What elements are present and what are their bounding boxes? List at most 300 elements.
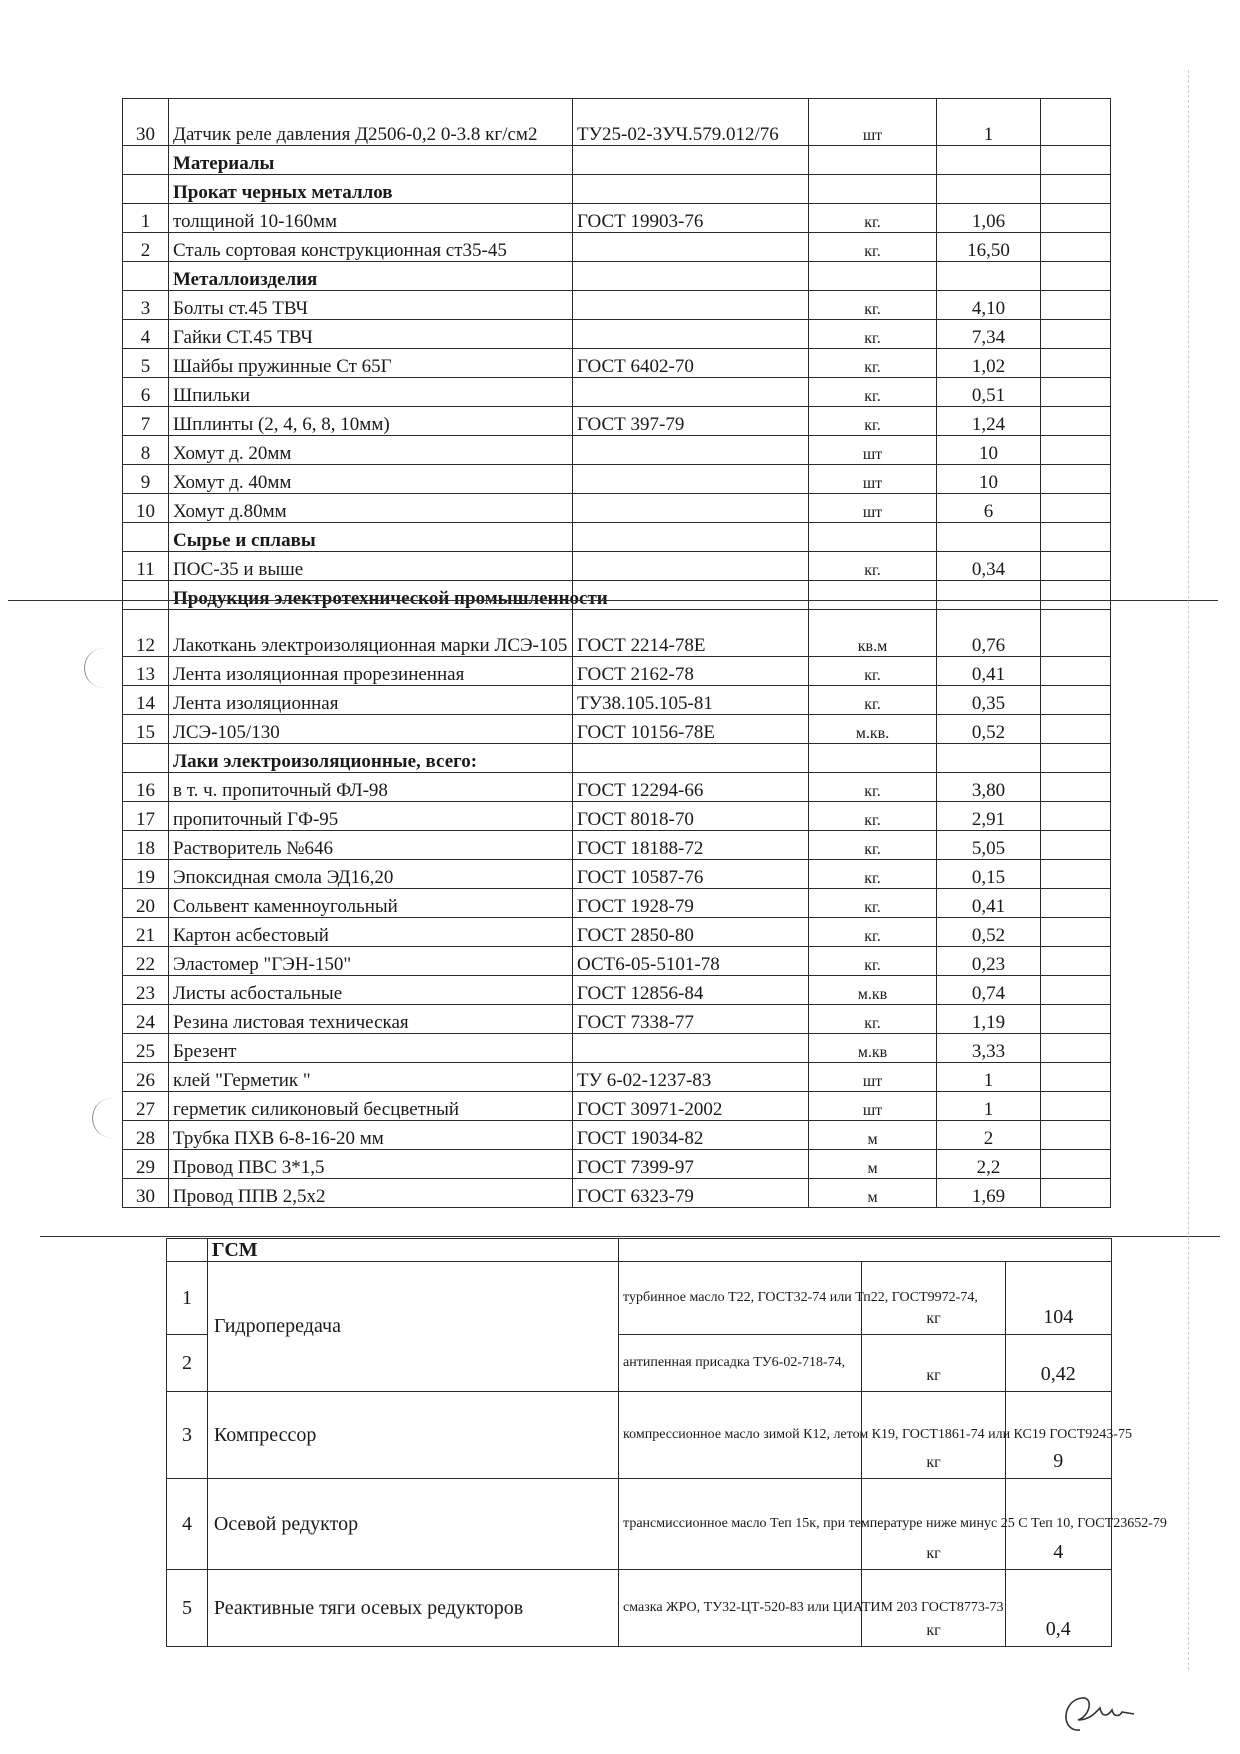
row-number: 29 bbox=[123, 1150, 169, 1179]
materials-table-body bbox=[123, 99, 1111, 1208]
binder-hole-icon bbox=[92, 1098, 121, 1138]
item-unit: кг. bbox=[809, 291, 937, 320]
table-row bbox=[123, 947, 1111, 976]
item-name: ЛСЭ-105/130 bbox=[169, 715, 573, 744]
item-qty: 10 bbox=[937, 465, 1041, 494]
table-row bbox=[167, 1392, 1112, 1479]
table-row bbox=[123, 686, 1111, 715]
table-row bbox=[123, 1005, 1111, 1034]
row-number: 3 bbox=[123, 291, 169, 320]
item-unit: кг. bbox=[809, 773, 937, 802]
item-name: ПОС-35 и выше bbox=[169, 552, 573, 581]
item-unit: м bbox=[809, 1150, 937, 1179]
item-qty bbox=[937, 523, 1041, 552]
item-qty: 0,42 bbox=[1005, 1335, 1111, 1392]
section-header-row bbox=[123, 175, 1111, 204]
row-number: 27 bbox=[123, 1092, 169, 1121]
item-qty: 4,10 bbox=[937, 291, 1041, 320]
empty-cell bbox=[1041, 1034, 1111, 1063]
table-row bbox=[123, 204, 1111, 233]
item-standard bbox=[573, 436, 809, 465]
item-unit: шт bbox=[809, 99, 937, 146]
item-qty: 1,19 bbox=[937, 1005, 1041, 1034]
empty-cell bbox=[1041, 947, 1111, 976]
item-name: Эпоксидная смола ЭД16,20 bbox=[169, 860, 573, 889]
table-row bbox=[123, 1150, 1111, 1179]
item-name: Осевой редуктор bbox=[207, 1479, 618, 1570]
row-number bbox=[123, 262, 169, 291]
table-row bbox=[123, 349, 1111, 378]
item-qty bbox=[937, 262, 1041, 291]
item-unit: кг. bbox=[809, 947, 937, 976]
item-unit: кг bbox=[862, 1479, 1005, 1570]
table-row bbox=[167, 1262, 1112, 1335]
item-standard bbox=[573, 523, 809, 552]
item-name: пропиточный ГФ-95 bbox=[169, 802, 573, 831]
item-qty: 0,23 bbox=[937, 947, 1041, 976]
item-unit: шт bbox=[809, 1063, 937, 1092]
item-standard: ТУ38.105.105-81 bbox=[573, 686, 809, 715]
empty-cell bbox=[1041, 320, 1111, 349]
item-unit: кг. bbox=[809, 831, 937, 860]
item-unit: м.кв bbox=[809, 976, 937, 1005]
section-header-row bbox=[123, 744, 1111, 773]
item-qty bbox=[937, 581, 1041, 610]
empty-cell bbox=[1041, 1150, 1111, 1179]
item-qty: 3,80 bbox=[937, 773, 1041, 802]
table-row bbox=[123, 773, 1111, 802]
item-standard: ГОСТ 2214-78Е bbox=[573, 610, 809, 657]
empty-cell bbox=[1041, 1063, 1111, 1092]
item-unit: кг. bbox=[809, 657, 937, 686]
item-unit: м bbox=[809, 1179, 937, 1208]
row-number: 6 bbox=[123, 378, 169, 407]
item-qty: 9 bbox=[1005, 1392, 1111, 1479]
row-number: 23 bbox=[123, 976, 169, 1005]
signature-icon bbox=[1050, 1690, 1160, 1740]
item-unit: кг. bbox=[809, 349, 937, 378]
item-unit: кг. bbox=[809, 918, 937, 947]
table-row bbox=[123, 378, 1111, 407]
empty-cell bbox=[1041, 175, 1111, 204]
item-standard bbox=[573, 291, 809, 320]
item-qty: 0,34 bbox=[937, 552, 1041, 581]
empty-cell bbox=[1041, 436, 1111, 465]
table-row bbox=[167, 1570, 1112, 1647]
item-qty: 16,50 bbox=[937, 233, 1041, 262]
item-qty: 0,4 bbox=[1005, 1570, 1111, 1647]
empty-cell bbox=[1041, 349, 1111, 378]
table-row bbox=[123, 918, 1111, 947]
item-name: Трубка ПХВ 6-8-16-20 мм bbox=[169, 1121, 573, 1150]
item-standard: ГОСТ 19034-82 bbox=[573, 1121, 809, 1150]
item-name: Датчик реле давления Д2506-0,2 0-3.8 кг/см2 bbox=[169, 99, 573, 146]
item-standard: ГОСТ 18188-72 bbox=[573, 831, 809, 860]
row-number: 9 bbox=[123, 465, 169, 494]
item-unit: м.кв. bbox=[809, 715, 937, 744]
item-name: Лента изоляционная прорезиненная bbox=[169, 657, 573, 686]
item-standard: ГОСТ 2850-80 bbox=[573, 918, 809, 947]
item-qty: 0,76 bbox=[937, 610, 1041, 657]
table-row bbox=[123, 320, 1111, 349]
table-row bbox=[123, 99, 1111, 146]
scan-edge-line bbox=[1188, 70, 1189, 1670]
row-number bbox=[123, 744, 169, 773]
item-standard: ГОСТ 10156-78Е bbox=[573, 715, 809, 744]
item-standard: ОСТ6-05-5101-78 bbox=[573, 947, 809, 976]
item-unit: кг bbox=[862, 1262, 1005, 1335]
item-standard: ТУ25-02-3УЧ.579.012/76 bbox=[573, 99, 809, 146]
empty-cell bbox=[1041, 99, 1111, 146]
row-number bbox=[123, 581, 169, 610]
row-number: 7 bbox=[123, 407, 169, 436]
item-unit: кг. bbox=[809, 860, 937, 889]
table-row bbox=[123, 1092, 1111, 1121]
item-standard: ГОСТ 30971-2002 bbox=[573, 1092, 809, 1121]
empty-cell bbox=[1041, 233, 1111, 262]
row-number: 1 bbox=[167, 1262, 208, 1335]
page-cut-line bbox=[8, 600, 1218, 601]
item-name: толщиной 10-160мм bbox=[169, 204, 573, 233]
item-standard bbox=[573, 146, 809, 175]
item-name: клей "Герметик " bbox=[169, 1063, 573, 1092]
table-row bbox=[123, 831, 1111, 860]
section-header-row bbox=[123, 262, 1111, 291]
item-name: Хомут д.80мм bbox=[169, 494, 573, 523]
item-unit: кг. bbox=[809, 802, 937, 831]
empty-cell bbox=[1041, 889, 1111, 918]
item-qty: 0,41 bbox=[937, 889, 1041, 918]
row-number bbox=[123, 523, 169, 552]
item-unit bbox=[809, 523, 937, 552]
item-unit: шт bbox=[809, 494, 937, 523]
item-qty: 2,91 bbox=[937, 802, 1041, 831]
table-row bbox=[123, 233, 1111, 262]
item-standard bbox=[573, 1034, 809, 1063]
item-name: Болты ст.45 ТВЧ bbox=[169, 291, 573, 320]
item-standard: ГОСТ 1928-79 bbox=[573, 889, 809, 918]
item-standard bbox=[573, 494, 809, 523]
item-standard: ГОСТ 12856-84 bbox=[573, 976, 809, 1005]
empty-cell bbox=[1041, 1179, 1111, 1208]
item-unit: кг. bbox=[809, 378, 937, 407]
item-unit: шт bbox=[809, 436, 937, 465]
item-standard: компрессионное масло зимой К12, летом К19, ГОСТ1861-74 или КС19 ГОСТ9243-75 bbox=[619, 1392, 862, 1479]
item-name: Сольвент каменноугольный bbox=[169, 889, 573, 918]
empty-cell bbox=[1041, 715, 1111, 744]
row-number: 15 bbox=[123, 715, 169, 744]
empty-cell bbox=[1041, 831, 1111, 860]
table-row bbox=[123, 715, 1111, 744]
empty-cell bbox=[1041, 744, 1111, 773]
item-qty: 1 bbox=[937, 1063, 1041, 1092]
row-number: 11 bbox=[123, 552, 169, 581]
item-standard: ГОСТ 6323-79 bbox=[573, 1179, 809, 1208]
table-row bbox=[123, 802, 1111, 831]
section-header: Прокат черных металлов bbox=[169, 175, 573, 204]
row-number: 1 bbox=[123, 204, 169, 233]
item-unit: м.кв bbox=[809, 1034, 937, 1063]
item-qty: 0,15 bbox=[937, 860, 1041, 889]
item-standard: ГОСТ 10587-76 bbox=[573, 860, 809, 889]
section-header: Лаки электроизоляционные, всего: bbox=[169, 744, 573, 773]
section-header: Материалы bbox=[169, 146, 573, 175]
row-number: 22 bbox=[123, 947, 169, 976]
item-standard bbox=[573, 744, 809, 773]
item-qty: 4 bbox=[1005, 1479, 1111, 1570]
section-header: Сырье и сплавы bbox=[169, 523, 573, 552]
item-qty: 1,06 bbox=[937, 204, 1041, 233]
fuel-lubricants-table-body bbox=[167, 1238, 1167, 1647]
item-name: Листы асбостальные bbox=[169, 976, 573, 1005]
item-unit: кг. bbox=[809, 407, 937, 436]
item-standard bbox=[573, 262, 809, 291]
empty-cell bbox=[1041, 1092, 1111, 1121]
item-name: Гайки СТ.45 ТВЧ bbox=[169, 320, 573, 349]
item-standard bbox=[573, 233, 809, 262]
item-name: в т. ч. пропиточный ФЛ-98 bbox=[169, 773, 573, 802]
table-row bbox=[123, 465, 1111, 494]
item-qty: 1 bbox=[937, 1092, 1041, 1121]
item-name: Шплинты (2, 4, 6, 8, 10мм) bbox=[169, 407, 573, 436]
item-qty: 1,24 bbox=[937, 407, 1041, 436]
section-header-row bbox=[123, 523, 1111, 552]
table-row bbox=[123, 291, 1111, 320]
row-number: 14 bbox=[123, 686, 169, 715]
row-number bbox=[123, 146, 169, 175]
empty-cell bbox=[1041, 146, 1111, 175]
empty-cell bbox=[1041, 407, 1111, 436]
section-header-row bbox=[123, 581, 1111, 610]
row-number bbox=[123, 175, 169, 204]
item-standard: турбинное масло Т22, ГОСТ32-74 или Тп22, ГОСТ9972-74, bbox=[619, 1262, 862, 1335]
table-row bbox=[123, 976, 1111, 1005]
item-unit: кв.м bbox=[809, 610, 937, 657]
item-qty: 0,41 bbox=[937, 657, 1041, 686]
item-unit: кг. bbox=[809, 552, 937, 581]
item-standard: ГОСТ 8018-70 bbox=[573, 802, 809, 831]
item-unit: кг. bbox=[809, 320, 937, 349]
table-row bbox=[123, 1121, 1111, 1150]
item-qty: 7,34 bbox=[937, 320, 1041, 349]
row-number: 17 bbox=[123, 802, 169, 831]
item-name: Брезент bbox=[169, 1034, 573, 1063]
empty-cell bbox=[1041, 802, 1111, 831]
item-qty: 5,05 bbox=[937, 831, 1041, 860]
section-header: ГСМ bbox=[207, 1239, 618, 1262]
item-qty bbox=[937, 175, 1041, 204]
table-row bbox=[123, 1034, 1111, 1063]
item-unit: кг. bbox=[809, 233, 937, 262]
item-standard: антипенная присадка ТУ6-02-718-74, bbox=[619, 1335, 862, 1392]
row-number: 21 bbox=[123, 918, 169, 947]
item-standard: ГОСТ 7399-97 bbox=[573, 1150, 809, 1179]
item-qty: 1,69 bbox=[937, 1179, 1041, 1208]
item-unit: м bbox=[809, 1121, 937, 1150]
item-qty: 1,02 bbox=[937, 349, 1041, 378]
item-name: Сталь сортовая конструкционная ст35-45 bbox=[169, 233, 573, 262]
section-header: Продукция электротехнической промышленности bbox=[169, 581, 573, 610]
item-name: Картон асбестовый bbox=[169, 918, 573, 947]
item-standard: ГОСТ 12294-66 bbox=[573, 773, 809, 802]
item-standard: ТУ 6-02-1237-83 bbox=[573, 1063, 809, 1092]
row-number: 24 bbox=[123, 1005, 169, 1034]
item-qty: 0,52 bbox=[937, 715, 1041, 744]
item-qty: 0,51 bbox=[937, 378, 1041, 407]
item-qty: 0,74 bbox=[937, 976, 1041, 1005]
item-unit bbox=[809, 262, 937, 291]
item-qty: 0,35 bbox=[937, 686, 1041, 715]
empty-cell bbox=[167, 1239, 208, 1262]
empty-cell bbox=[1041, 204, 1111, 233]
section-header-row bbox=[167, 1239, 1112, 1262]
binder-hole-icon bbox=[84, 648, 113, 688]
item-standard: ГОСТ 2162-78 bbox=[573, 657, 809, 686]
item-unit: кг. bbox=[809, 889, 937, 918]
row-number: 30 bbox=[123, 1179, 169, 1208]
item-name: герметик силиконовый бесцветный bbox=[169, 1092, 573, 1121]
page-cut-line bbox=[40, 1236, 1220, 1237]
empty-cell bbox=[1041, 378, 1111, 407]
item-name: Реактивные тяги осевых редукторов bbox=[207, 1570, 618, 1647]
table-row bbox=[123, 494, 1111, 523]
item-unit bbox=[809, 744, 937, 773]
item-unit: шт bbox=[809, 1092, 937, 1121]
item-unit: кг bbox=[862, 1570, 1005, 1647]
row-number: 4 bbox=[123, 320, 169, 349]
item-name: Хомут д. 20мм bbox=[169, 436, 573, 465]
empty-cell bbox=[1041, 610, 1111, 657]
item-unit bbox=[809, 175, 937, 204]
row-number: 8 bbox=[123, 436, 169, 465]
item-qty: 10 bbox=[937, 436, 1041, 465]
empty-cell bbox=[619, 1239, 1112, 1262]
item-unit: кг. bbox=[809, 1005, 937, 1034]
row-number: 5 bbox=[123, 349, 169, 378]
empty-cell bbox=[1041, 686, 1111, 715]
item-qty: 0,52 bbox=[937, 918, 1041, 947]
item-name: Лента изоляционная bbox=[169, 686, 573, 715]
empty-cell bbox=[1041, 523, 1111, 552]
empty-cell bbox=[1041, 552, 1111, 581]
empty-cell bbox=[1041, 581, 1111, 610]
fuel-lubricants-table bbox=[166, 1238, 1167, 1647]
row-number: 13 bbox=[123, 657, 169, 686]
item-name: Гидропередача bbox=[207, 1262, 618, 1392]
item-name: Лакоткань электроизоляционная марки ЛСЭ-105 bbox=[169, 610, 573, 657]
row-number: 4 bbox=[167, 1479, 208, 1570]
empty-cell bbox=[1041, 773, 1111, 802]
row-number: 28 bbox=[123, 1121, 169, 1150]
item-name: Провод ПВС 3*1,5 bbox=[169, 1150, 573, 1179]
row-number: 25 bbox=[123, 1034, 169, 1063]
item-name: Шайбы пружинные Ст 65Г bbox=[169, 349, 573, 378]
empty-cell bbox=[1041, 657, 1111, 686]
item-name: Компрессор bbox=[207, 1392, 618, 1479]
empty-cell bbox=[1041, 860, 1111, 889]
item-qty: 104 bbox=[1005, 1262, 1111, 1335]
item-name: Провод ППВ 2,5х2 bbox=[169, 1179, 573, 1208]
row-number: 18 bbox=[123, 831, 169, 860]
table-row bbox=[123, 1063, 1111, 1092]
item-qty bbox=[937, 146, 1041, 175]
item-standard: трансмиссионное масло Теп 15к, при температуре ниже минус 25 С Теп 10, ГОСТ23652-79 bbox=[619, 1479, 862, 1570]
row-number: 20 bbox=[123, 889, 169, 918]
row-number: 26 bbox=[123, 1063, 169, 1092]
item-standard: ГОСТ 19903-76 bbox=[573, 204, 809, 233]
item-standard bbox=[573, 320, 809, 349]
item-qty: 3,33 bbox=[937, 1034, 1041, 1063]
item-standard bbox=[573, 552, 809, 581]
item-qty: 2,2 bbox=[937, 1150, 1041, 1179]
table-row bbox=[123, 552, 1111, 581]
item-name: Шпильки bbox=[169, 378, 573, 407]
item-standard bbox=[573, 378, 809, 407]
table-row bbox=[123, 436, 1111, 465]
item-standard: ГОСТ 397-79 bbox=[573, 407, 809, 436]
materials-table bbox=[122, 98, 1111, 1208]
item-unit: шт bbox=[809, 465, 937, 494]
row-number: 16 bbox=[123, 773, 169, 802]
section-header: Металлоизделия bbox=[169, 262, 573, 291]
item-qty: 2 bbox=[937, 1121, 1041, 1150]
table-row bbox=[123, 407, 1111, 436]
item-unit: кг. bbox=[809, 686, 937, 715]
item-unit: кг. bbox=[809, 204, 937, 233]
empty-cell bbox=[1041, 262, 1111, 291]
empty-cell bbox=[1041, 1121, 1111, 1150]
table-row bbox=[123, 889, 1111, 918]
item-standard: ГОСТ 6402-70 bbox=[573, 349, 809, 378]
item-unit: кг bbox=[862, 1335, 1005, 1392]
table-row bbox=[123, 657, 1111, 686]
empty-cell bbox=[1041, 976, 1111, 1005]
row-number: 12 bbox=[123, 610, 169, 657]
empty-cell bbox=[1041, 1005, 1111, 1034]
item-name: Эластомер "ГЭН-150" bbox=[169, 947, 573, 976]
row-number: 10 bbox=[123, 494, 169, 523]
empty-cell bbox=[1041, 918, 1111, 947]
item-unit: кг bbox=[862, 1392, 1005, 1479]
item-name: Хомут д. 40мм bbox=[169, 465, 573, 494]
row-number: 5 bbox=[167, 1570, 208, 1647]
empty-cell bbox=[1041, 291, 1111, 320]
item-qty bbox=[937, 744, 1041, 773]
item-name: Растворитель №646 bbox=[169, 831, 573, 860]
item-unit bbox=[809, 146, 937, 175]
item-standard: смазка ЖРО, ТУ32-ЦТ-520-83 или ЦИАТИМ 203 ГОСТ8773-73 bbox=[619, 1570, 862, 1647]
item-standard bbox=[573, 465, 809, 494]
row-number: 2 bbox=[167, 1335, 208, 1392]
table-row bbox=[123, 860, 1111, 889]
row-number: 19 bbox=[123, 860, 169, 889]
item-qty: 1 bbox=[937, 99, 1041, 146]
row-number: 3 bbox=[167, 1392, 208, 1479]
table-row bbox=[123, 610, 1111, 657]
empty-cell bbox=[1041, 465, 1111, 494]
item-standard: ГОСТ 7338-77 bbox=[573, 1005, 809, 1034]
item-standard bbox=[573, 175, 809, 204]
table-row bbox=[123, 1179, 1111, 1208]
empty-cell bbox=[1041, 494, 1111, 523]
item-name: Резина листовая техническая bbox=[169, 1005, 573, 1034]
section-header-row bbox=[123, 146, 1111, 175]
row-number: 2 bbox=[123, 233, 169, 262]
item-unit bbox=[809, 581, 937, 610]
item-qty: 6 bbox=[937, 494, 1041, 523]
row-number: 30 bbox=[123, 99, 169, 146]
table-row bbox=[167, 1479, 1112, 1570]
